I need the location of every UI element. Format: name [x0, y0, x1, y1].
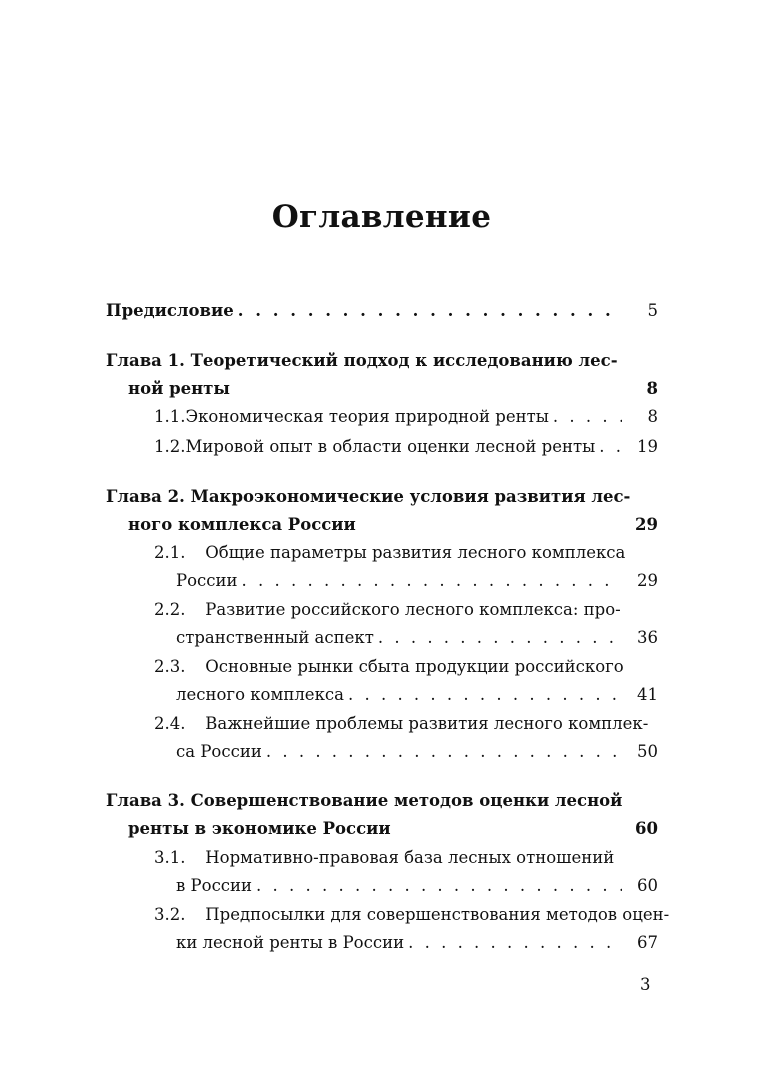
toc-section-title-cont: са России: [176, 742, 262, 761]
toc-section-title-cont: странственный аспект: [176, 628, 374, 647]
leader-dots: [553, 406, 622, 428]
toc-section-number: 1.1.: [154, 407, 186, 426]
page-number: 3: [640, 975, 651, 994]
toc-section-1-2[interactable]: [154, 436, 658, 458]
toc-section-number: 3.1.: [154, 848, 186, 867]
toc-chapter-2-line1[interactable]: Глава 2. Макроэкономические условия развития лес-: [106, 487, 631, 506]
toc-section-3-2-line2[interactable]: [176, 932, 658, 954]
toc-page-number: 50: [637, 742, 658, 761]
toc-section-title: Основные рынки сбыта продукции российского: [205, 657, 624, 676]
toc-preface[interactable]: [106, 300, 658, 322]
toc-page-number: 41: [637, 685, 658, 704]
toc-section-title: Важнейшие проблемы развития лесного комплек-: [205, 714, 649, 733]
toc-page-number: 5: [647, 301, 658, 320]
toc-chapter-title: ренты в экономике России: [128, 819, 391, 838]
toc-section-2-4-line1[interactable]: [154, 713, 648, 735]
toc-section-2-1-line2[interactable]: [176, 570, 658, 592]
toc-chapter-3-line2[interactable]: [128, 818, 658, 840]
leader-dots: [599, 436, 622, 458]
toc-section-title-cont: ки лесной ренты в России: [176, 933, 405, 952]
toc-section-2-3-line1[interactable]: [154, 656, 624, 678]
toc-section-2-2-line1[interactable]: [154, 599, 621, 621]
toc-section-3-1-line2[interactable]: [176, 875, 658, 897]
toc-section-3-1-line1[interactable]: [154, 847, 614, 869]
toc-section-3-2-line1[interactable]: [154, 904, 669, 926]
leader-dots: [238, 300, 622, 322]
toc-page-number: 19: [637, 437, 658, 456]
toc-chapter-title: ного комплекса России: [128, 515, 356, 534]
toc-section-title: Экономическая теория природной ренты: [185, 407, 549, 426]
toc-section-title-cont: России: [176, 571, 238, 590]
toc-section-title: Предпосылки для совершенствования методов оцен-: [205, 905, 670, 924]
leader-dots: [256, 875, 622, 897]
toc-section-1-1[interactable]: [154, 406, 658, 428]
toc-section-title-cont: в России: [176, 876, 253, 895]
toc-chapter-1-line2[interactable]: [128, 378, 658, 400]
toc-page-number: 8: [647, 407, 658, 426]
leader-dots: [378, 627, 622, 649]
toc-chapter-1-line1[interactable]: Глава 1. Теоретический подход к исследованию лес-: [106, 351, 618, 370]
leader-dots: [408, 932, 622, 954]
toc-section-title: Развитие российского лесного комплекса: про-: [205, 600, 621, 619]
toc-page-number: 36: [637, 628, 658, 647]
toc-chapter-2-line2[interactable]: [128, 514, 658, 536]
toc-section-number: 3.2.: [154, 905, 186, 924]
toc-section-title: Мировой опыт в области оценки лесной ренты: [185, 437, 596, 456]
toc-page-number: 67: [637, 933, 658, 952]
toc-section-2-2-line2[interactable]: [176, 627, 658, 649]
toc-section-title: Общие параметры развития лесного комплекса: [205, 543, 626, 562]
toc-section-number: 1.2.: [154, 437, 186, 456]
toc-chapter-title: ной ренты: [128, 379, 230, 398]
toc-section-2-4-line2[interactable]: [176, 741, 658, 763]
toc-section-title: Нормативно-правовая база лесных отношений: [205, 848, 615, 867]
toc-page-number: 29: [637, 571, 658, 590]
toc-section-title-cont: лесного комплекса: [176, 685, 344, 704]
leader-dots: [242, 570, 622, 592]
toc-chapter-3-line1[interactable]: Глава 3. Совершенствование методов оценки лесной: [106, 791, 623, 810]
toc-page-number: 60: [635, 819, 658, 838]
toc-section-number: 2.4.: [154, 714, 186, 733]
toc-section-number: 2.3.: [154, 657, 186, 676]
toc-page-number: 8: [646, 379, 658, 398]
toc-section-number: 2.1.: [154, 543, 186, 562]
toc-preface-label: Предисловие: [106, 301, 234, 320]
toc-section-number: 2.2.: [154, 600, 186, 619]
leader-dots: [348, 684, 622, 706]
toc-page-number: 60: [637, 876, 658, 895]
page-title: Оглавление: [271, 199, 492, 235]
leader-dots: [266, 741, 622, 763]
toc-section-2-3-line2[interactable]: [176, 684, 658, 706]
toc-section-2-1-line1[interactable]: [154, 542, 625, 564]
toc-page-number: 29: [635, 515, 658, 534]
